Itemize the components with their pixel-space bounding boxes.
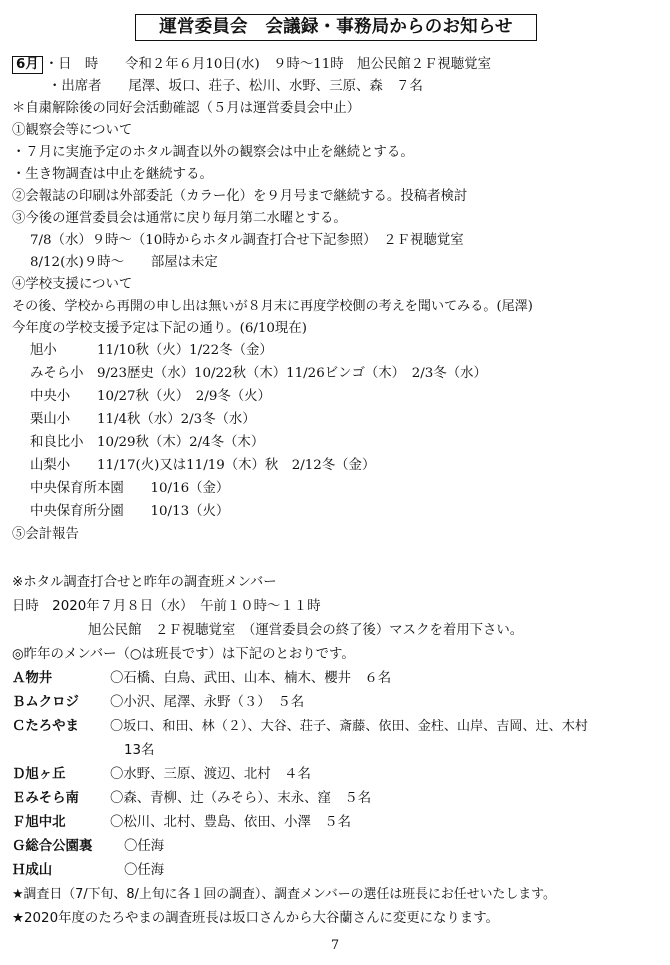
team-e-name: Ｅみそら南 xyxy=(12,791,79,806)
team-d-members: 〇水野、三原、渡辺、北村 ４名 xyxy=(110,767,311,782)
team-f-name: Ｆ旭中北 xyxy=(12,815,66,830)
team-h-name: Ｈ成山 xyxy=(12,863,53,878)
page-number: 7 xyxy=(330,938,340,953)
survey-note-1: ★調査日（7/下旬、8/上旬に各１回の調査）、調査メンバーの選任は班長にお任せいたします。 xyxy=(12,887,556,902)
team-c-name: Ｃたろやま xyxy=(12,719,79,734)
team-f-members: 〇松川、北村、豊島、依田、小澤 ５名 xyxy=(110,815,352,830)
team-a-members: 〇石橋、白鳥、武田、山本、楠木、櫻井 ６名 xyxy=(110,671,392,686)
item-3-text: ③今後の運営委員会は通常に戻り毎月第二水曜とする。 xyxy=(12,211,347,226)
firefly-heading: ※ホタル調査打合せと昨年の調査班メンバー xyxy=(12,575,277,590)
attendees-line: ・出席者 尾澤、坂口、荘子、松川、水野、三原、森 ７名 xyxy=(48,79,423,94)
school-row: 栗山小 11/4秋（水）2/3冬（水） xyxy=(30,412,256,427)
school-row: 山梨小 11/17(火)又は11/19（木）秋 2/12冬（金） xyxy=(30,458,376,473)
meeting-date-text: ・日 時 令和２年６月10日(水) ９時～11時 旭公民館２Ｆ視聴覚室 xyxy=(44,57,491,72)
school-row: みそら小 9/23歴史（水）10/22秋（木）11/26ビンゴ（木） 2/3冬（水） xyxy=(30,366,487,381)
school-row: 中央小 10/27秋（火） 2/9冬（火） xyxy=(30,389,271,404)
item-4-text: その後、学校から再開の申し出は無いが８月末に再度学校側の考えを聞いてみる。(尾澤) xyxy=(12,299,533,314)
team-b-name: Ｂムクロジ xyxy=(12,695,79,710)
team-g-members: 〇任海 xyxy=(124,839,165,854)
team-h-members: 〇任海 xyxy=(124,863,165,878)
team-d-name: Ｄ旭ヶ丘 xyxy=(12,767,66,782)
team-g-name: Ｇ総合公園裏 xyxy=(12,839,93,854)
team-b-members: 〇小沢、尾澤、永野（３） ５名 xyxy=(110,695,305,710)
page-title: 運営委員会 会議録・事務局からのお知らせ xyxy=(135,14,537,41)
school-row: 和良比小 10/29秋（木）2/4冬（木） xyxy=(30,435,265,450)
team-c-members: 〇坂口、和田、林（２）、大谷、荘子、斎藤、依田、金柱、山岸、吉岡、辻、木村 xyxy=(110,719,588,734)
school-row: 旭小 11/10秋（火）1/22冬（金） xyxy=(30,343,273,358)
firefly-venue: 旭公民館 ２Ｆ視聴覚室 （運営委員会の終了後）マスクを着用下さい。 xyxy=(88,623,524,638)
month-label: 6月 xyxy=(12,56,43,74)
item-1-point-2: ・生き物調査は中止を継続する。 xyxy=(12,167,213,182)
team-e-members: 〇森、青柳、辻（みそら）、末永、窪 ５名 xyxy=(110,791,372,806)
survey-note-2: ★2020年度のたろやまの調査班長は坂口さんから大谷蘭さんに変更になります。 xyxy=(12,911,499,926)
school-support-intro: 今年度の学校支援予定は下記の通り。(6/10現在) xyxy=(12,321,307,336)
schedule-august: 8/12(水)９時～ 部屋は未定 xyxy=(30,255,218,270)
item-2-text: ②会報誌の印刷は外部委託（カラー化）を９月号まで継続する。投稿者検討 xyxy=(12,189,468,204)
item-1-point-1: ・７月に実施予定のホタル調査以外の観察会は中止を継続とする。 xyxy=(12,145,414,160)
item-5-heading: ⑤会計報告 xyxy=(12,527,79,542)
team-a-name: Ａ物井 xyxy=(12,671,53,686)
schedule-july: 7/8（水）９時～（10時からホタル調査打合せ下記参照） ２Ｆ視聴覚室 xyxy=(30,233,464,248)
team-c-count: 13名 xyxy=(124,743,155,758)
school-row: 中央保育所本園 10/16（金） xyxy=(30,481,230,496)
school-row: 中央保育所分園 10/13（火） xyxy=(30,504,230,519)
agenda-heading: ＊自粛解除後の同好会活動確認（５月は運営委員会中止） xyxy=(12,101,361,116)
item-1-heading: ①観察会等について xyxy=(12,123,133,138)
meeting-date-line xyxy=(12,55,491,75)
item-4-heading: ④学校支援について xyxy=(12,277,133,292)
firefly-datetime: 日時 2020年７月８日（水） 午前１０時～１１時 xyxy=(12,599,321,614)
members-intro: ◎昨年のメンバー（○は班長です）は下記のとおりです。 xyxy=(12,647,355,662)
